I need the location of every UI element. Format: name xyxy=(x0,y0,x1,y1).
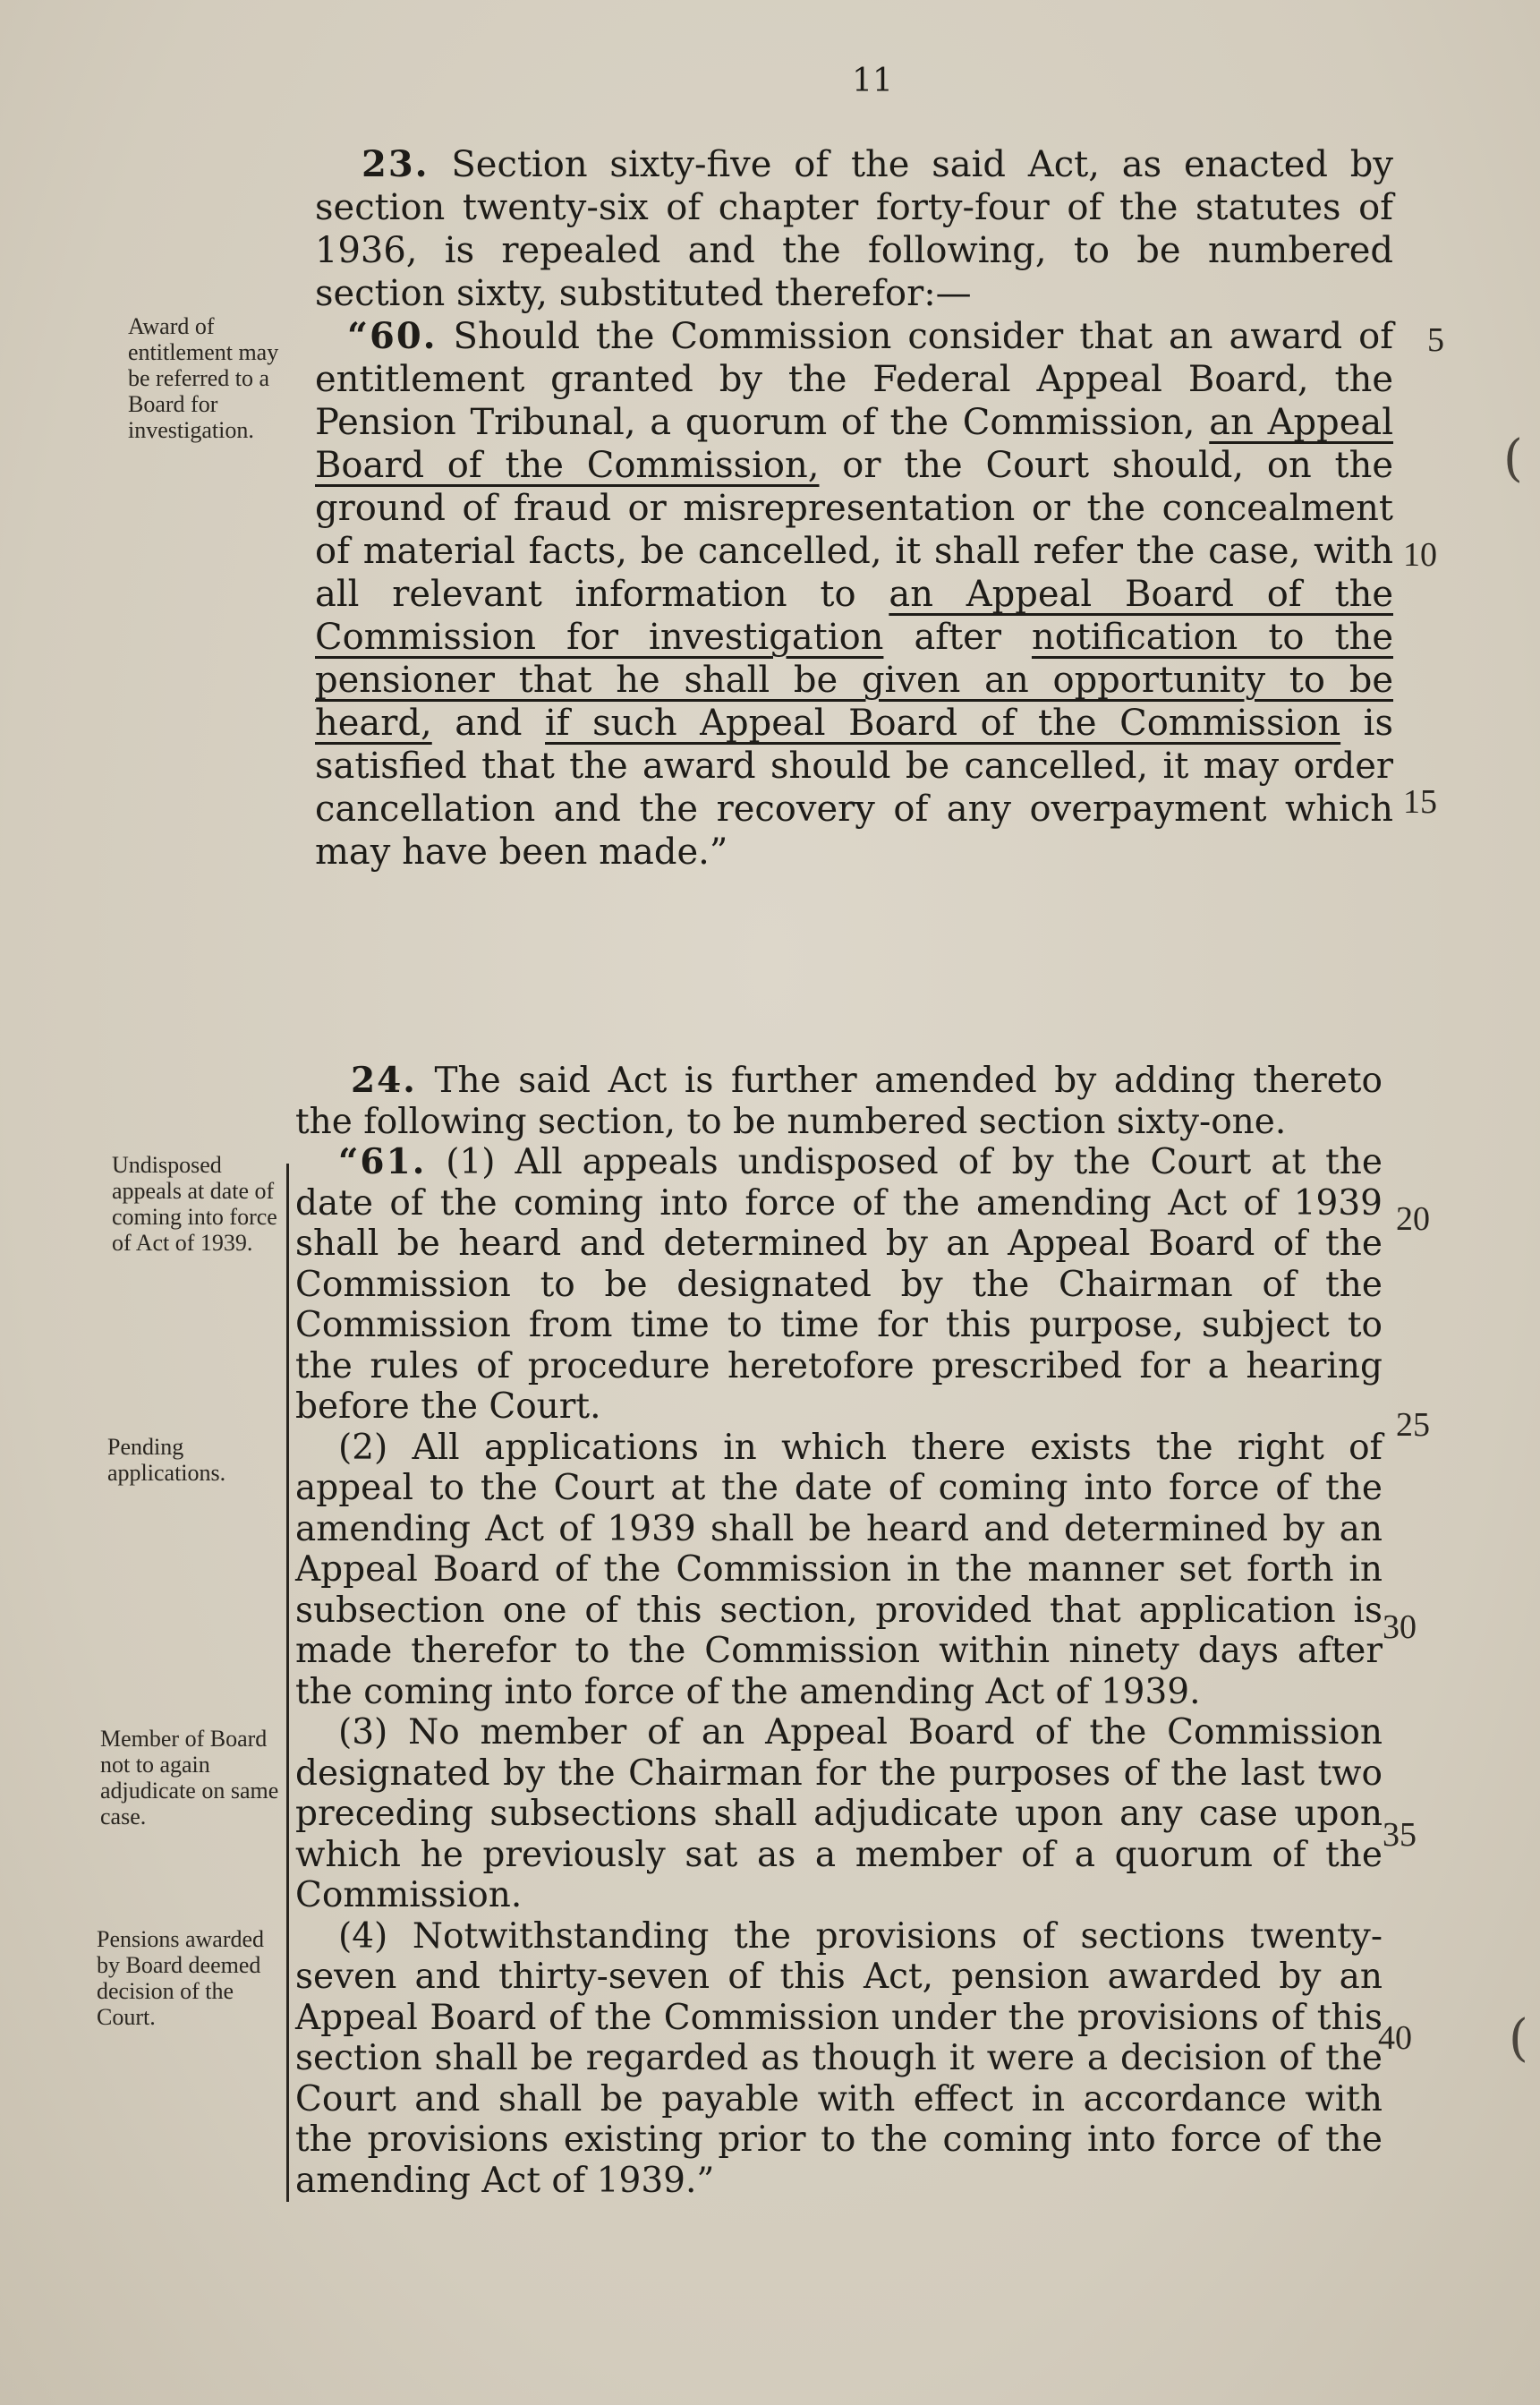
line-number-15: 15 xyxy=(1403,783,1437,821)
section-61-subsection-3: (3) No member of an Appeal Board of the Commission designated by the Chairman for the purposes of the last two preceding subsections shall adjudicate upon any case upon which he previously sat as a member of a quorum of the Commission. xyxy=(295,1712,1383,1915)
section-60-part-e: is satisfied that the award should be cancelled, it may order cancellation and the recovery of any overpayment which may have been made.” xyxy=(315,703,1393,873)
line-number-40: 40 xyxy=(1378,2019,1412,2057)
margin-note-member: Member of Board not to again adjudicate on same case. xyxy=(100,1726,279,1829)
margin-note-pending: Pending applications. xyxy=(107,1434,226,1486)
amendment-underline-3: notification to the pensioner that he shall be given an opportunity to be heard, xyxy=(315,617,1393,744)
bracket-mark-upper: ( xyxy=(1503,430,1523,488)
margin-note-pensions: Pensions awarded by Board deemed decision of the Court. xyxy=(97,1926,265,2030)
section-24 xyxy=(295,1061,1383,2201)
section-23 xyxy=(315,143,1393,874)
section-60-part-a: Should the Commission consider that an award of entitlement granted by the Federal Appeal Board, the Pension Tribunal, a quorum of the Commission, xyxy=(315,316,1393,443)
section-60-part-d: and xyxy=(431,703,546,744)
line-number-20: 20 xyxy=(1396,1200,1430,1238)
amendment-underline-4: if such Appeal Board of the Commission xyxy=(545,703,1341,744)
amendment-underline-1: an Appeal Board of the Commission, xyxy=(315,402,1394,486)
margin-note-award: Award of entitlement may be referred to a Board for investigation. xyxy=(128,313,279,443)
section-60-part-b: or the Court should, on the ground of fraud or misrepresentation or the concealment of material facts, be cancelled, it shall refer the case, with all relevant information to xyxy=(315,445,1393,615)
section-61-subsection-1 xyxy=(295,1142,1383,1428)
section-23-intro xyxy=(315,143,1393,315)
bracket-mark-lower: ( xyxy=(1509,2009,1528,2068)
margin-rule xyxy=(286,1164,289,2202)
section-61-1-text: (1) All appeals undisposed of by the Court at the date of the coming into force of the amending Act of 1939 shall be heard and determined by an Appeal Board of the Commission to be designated by the Chairman of the Commission from time to time for this purpose, subject to the rules of procedure heretofore prescribed for a hearing before the Court. xyxy=(295,1142,1383,1427)
line-number-25: 25 xyxy=(1396,1406,1430,1444)
section-60-number: “60. xyxy=(347,315,438,357)
section-23-intro-text: Section sixty-five of the said Act, as enacted by section twenty-six of chapter forty-four of the statutes of 1936, is repealed and the following, to be numbered section sixty, substituted therefor:— xyxy=(315,144,1393,314)
section-24-number: 24. xyxy=(351,1060,417,1101)
line-number-35: 35 xyxy=(1383,1816,1417,1854)
section-61-subsection-4: (4) Notwithstanding the provisions of sections twenty-seven and thirty-seven of this Act, pension awarded by an Appeal Board of the Commission under the provisions of this section shall be regarded as though it were a decision of the Court and shall be payable with effect in accordance with the provisions existing prior to the coming into force of the amending Act of 1939.” xyxy=(295,1915,1383,2201)
line-number-5: 5 xyxy=(1427,321,1444,359)
page-number: 11 xyxy=(852,63,893,99)
section-60-part-c: after xyxy=(883,617,1032,658)
section-24-intro xyxy=(295,1061,1383,1142)
line-number-30: 30 xyxy=(1383,1608,1417,1646)
amendment-underline-2: an Appeal Board of the Commission for investigation xyxy=(315,574,1393,658)
section-23-number: 23. xyxy=(362,143,430,185)
section-61-subsection-2: (2) All applications in which there exists the right of appeal to the Court at the date of coming into force of the amending Act of 1939 shall be heard and determined by an Appeal Board of the Commission in the manner set forth in subsection one of this section, provided that application is made therefor to the Commission within ninety days after the coming into force of the amending Act of 1939. xyxy=(295,1427,1383,1712)
line-number-10: 10 xyxy=(1403,536,1437,574)
section-60-text xyxy=(315,315,1393,874)
section-61-number: “61. xyxy=(338,1141,427,1182)
section-24-intro-text: The said Act is further amended by adding thereto the following section, to be numbered section sixty-one. xyxy=(295,1061,1383,1142)
margin-note-undisposed: Undisposed appeals at date of coming into force of Act of 1939. xyxy=(112,1152,277,1256)
